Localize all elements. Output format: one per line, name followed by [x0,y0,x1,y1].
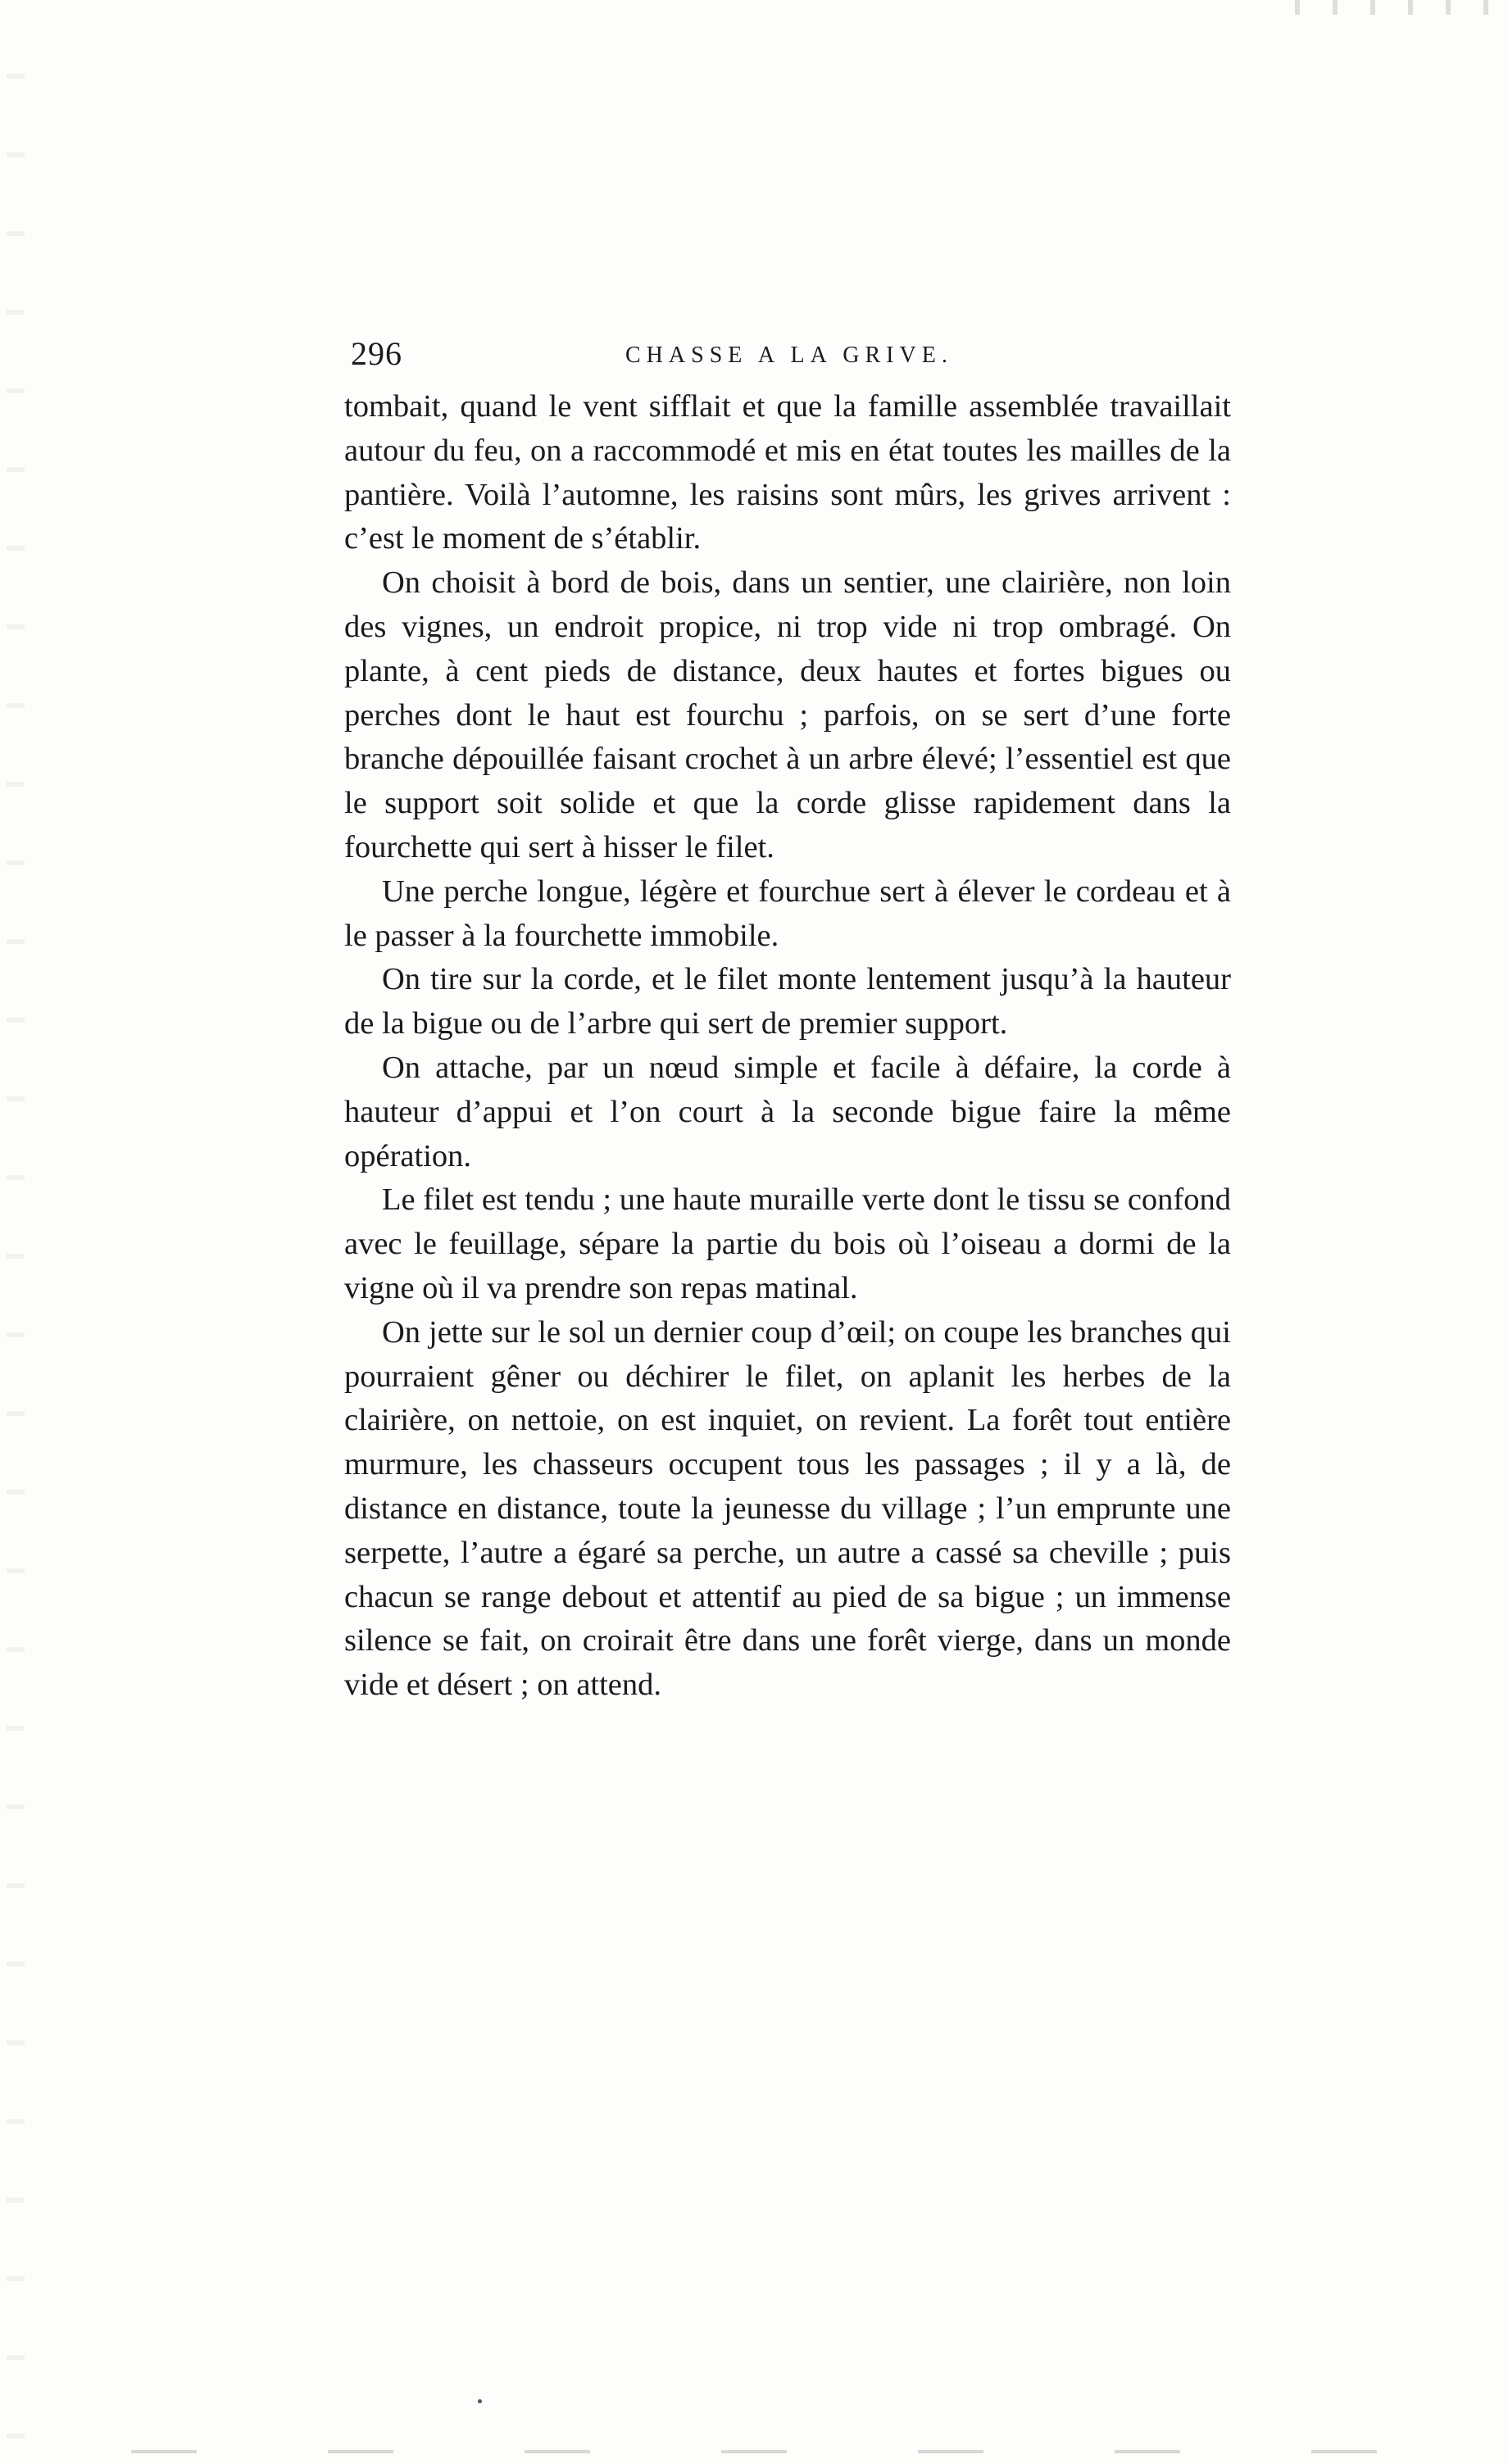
scan-edge-artifact-bottom [0,2450,1508,2453]
paragraph: Le filet est tendu ; une haute muraille verte dont le tissu se confond avec le feuillage, sépare la partie du bois où l’oiseau a dormi de la vigne où il va prendre son repas matinal. [344,1182,1231,1305]
scan-edge-artifact-top [1262,0,1508,15]
paragraph: On jette sur le sol un dernier coup d’œil; on coupe les branches qui pourraient gêner ou déchirer le filet, on aplanit les herbes de la clairière, on nettoie, on est inquiet, on revient. La forêt tout entière murmure, les chasseurs occupent tous les passages ; il y a là, de distance en distance, toute la jeunesse du village ; l’un emprunte une serpette, l’autre a égaré sa perche, un autre a cassé sa cheville ; puis chacun se range debout et attentif au pied de sa bigue ; un immense silence se fait, on croirait être dans une forêt vierge, dans un monde vide et désert ; on attend. [344,1314,1231,1703]
paragraph: On tire sur la corde, et le filet monte lentement jusqu’à la hauteur de la bigue ou de l’arbre qui sert de premier support. [344,962,1231,1041]
paragraph: Une perche longue, légère et fourchue sert à élever le cordeau et à le passer à la fourchette immobile. [344,874,1231,953]
ink-speck [478,2399,482,2403]
body-text [344,385,1231,1708]
paragraph-continued: tombait, quand le vent sifflait et que la famille assemblée travaillait autour du feu, on a raccommodé et mis en état toutes les mailles de la pantière. Voilà l’automne, les raisins sont mûrs, les grives arrivent : c’est le moment de s’établir. [344,389,1231,556]
page-number: 296 [351,335,402,372]
scan-edge-artifact-left [7,0,25,2464]
paragraph: On attache, par un nœud simple et facile à défaire, la corde à hauteur d’appui et l’on court à la seconde bigue faire la même opération. [344,1050,1231,1173]
running-head [351,334,1236,383]
running-title: CHASSE A LA GRIVE. [625,343,953,368]
paragraph: On choisit à bord de bois, dans un sentier, une clairière, non loin des vignes, un endroit propice, ni trop vide ni trop ombragé. On plante, à cent pieds de distance, deux hautes et fortes bigues ou perches dont le haut est fourchu ; parfois, on se sert d’une forte branche dépouillée faisant crochet à un arbre élevé; l’essentiel est que le support soit solide et que la corde glisse rapidement dans la fourchette qui sert à hisser le filet. [344,565,1231,864]
